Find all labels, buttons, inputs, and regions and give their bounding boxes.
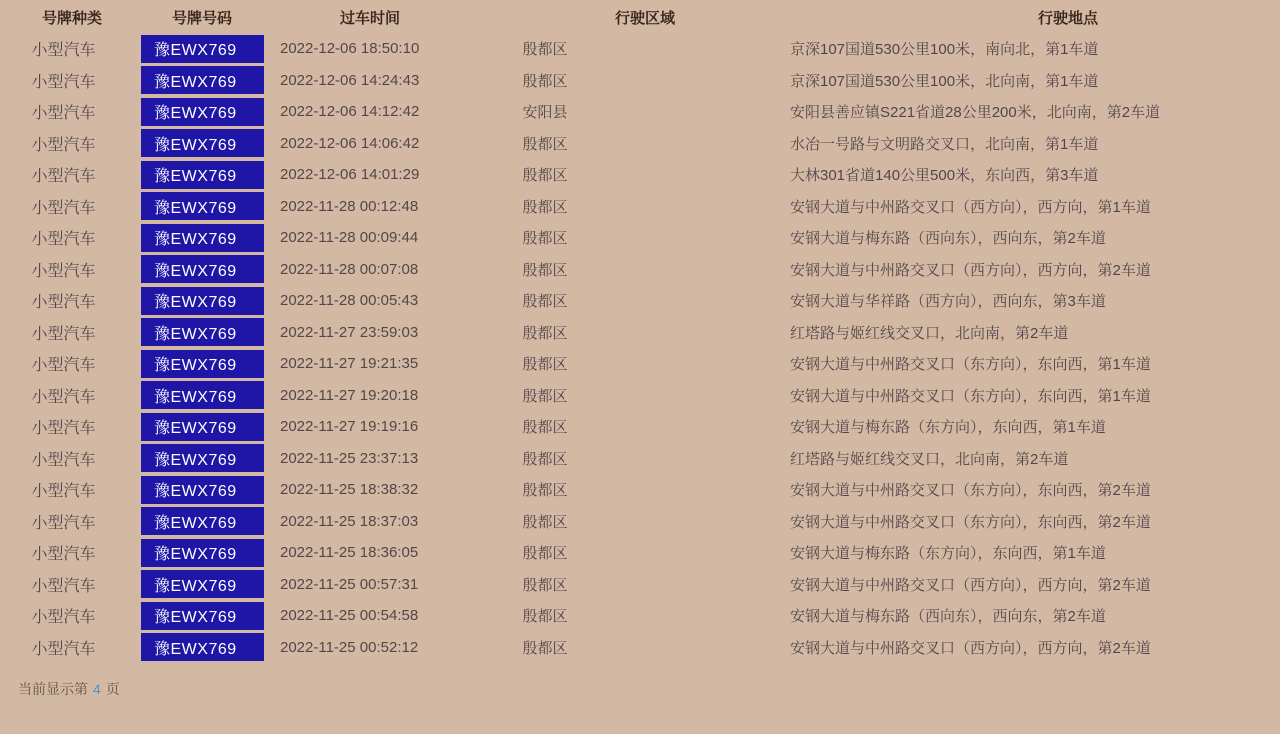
table-row: [0, 537, 1280, 569]
location-cell: 大林301省道140公里500米，东向西，第3车道: [790, 167, 1099, 185]
region-cell: 殷都区: [522, 324, 568, 342]
plate-number-badge[interactable]: 豫EWX769: [141, 287, 264, 315]
plate-number-badge[interactable]: 豫EWX769: [141, 507, 264, 535]
plate-number-badge[interactable]: 豫EWX769: [141, 224, 264, 252]
plate-number-badge[interactable]: 豫EWX769: [141, 539, 264, 567]
plate-number-badge[interactable]: 豫EWX769: [141, 350, 264, 378]
location-cell: 安钢大道与梅东路（东方向），东向西，第1车道: [790, 545, 1106, 563]
region-cell: 殷都区: [522, 482, 568, 500]
table-row: [0, 285, 1280, 317]
pass-time-cell: 2022-12-06 14:12:42: [280, 103, 420, 121]
plate-number-badge[interactable]: 豫EWX769: [141, 192, 264, 220]
plate-number-badge[interactable]: 豫EWX769: [141, 476, 264, 504]
pass-time-cell: 2022-11-27 19:19:16: [280, 418, 419, 436]
plate-number-badge[interactable]: 豫EWX769: [141, 35, 264, 63]
plate-type-cell: 小型汽车: [31, 105, 96, 123]
location-cell: 京深107国道530公里100米，南向北，第1车道: [790, 41, 1099, 59]
table-row: [0, 348, 1280, 380]
pass-time-cell: 2022-11-27 19:21:35: [280, 355, 419, 373]
region-cell: 殷都区: [522, 261, 568, 279]
region-cell: 殷都区: [522, 450, 568, 468]
pass-time-cell: 2022-11-28 00:05:43: [280, 292, 419, 310]
region-cell: 安阳县: [522, 104, 568, 122]
plate-type-cell: 小型汽车: [31, 514, 96, 532]
region-cell: 殷都区: [522, 419, 568, 437]
table-body: [0, 33, 1280, 663]
location-cell: 安钢大道与中州路交叉口（西方向），西方向，第2车道: [790, 576, 1151, 594]
plate-number-badge[interactable]: 豫EWX769: [141, 129, 264, 157]
table-row: [0, 191, 1280, 223]
region-cell: 殷都区: [522, 41, 568, 59]
pass-time-cell: 2022-11-25 18:36:05: [280, 544, 419, 562]
location-cell: 安钢大道与中州路交叉口（东方向），东向西，第2车道: [790, 513, 1151, 531]
plate-type-cell: 小型汽车: [31, 483, 96, 501]
region-cell: 殷都区: [522, 576, 568, 594]
location-cell: 安钢大道与中州路交叉口（东方向），东向西，第1车道: [790, 387, 1151, 405]
region-cell: 殷都区: [522, 167, 568, 185]
plate-number-badge[interactable]: 豫EWX769: [141, 633, 264, 661]
pass-time-cell: 2022-12-06 18:50:10: [280, 40, 420, 58]
plate-type-cell: 小型汽车: [31, 609, 96, 627]
table-row: [0, 380, 1280, 412]
plate-number-badge[interactable]: 豫EWX769: [141, 570, 264, 598]
plate-type-cell: 小型汽车: [31, 262, 96, 280]
header-plate-type: 号牌种类: [41, 10, 102, 27]
plate-type-cell: 小型汽车: [31, 136, 96, 154]
pass-time-cell: 2022-11-25 00:54:58: [280, 607, 419, 625]
location-cell: 安钢大道与中州路交叉口（东方向），东向西，第1车道: [790, 356, 1151, 374]
location-cell: 红塔路与姬红线交叉口，北向南，第2车道: [790, 324, 1069, 342]
region-cell: 殷都区: [522, 135, 568, 153]
pass-time-cell: 2022-11-25 23:37:13: [280, 449, 419, 467]
location-cell: 安钢大道与中州路交叉口（东方向），东向西，第2车道: [790, 482, 1151, 500]
pass-time-cell: 2022-12-06 14:01:29: [280, 166, 420, 184]
table-row: [0, 474, 1280, 506]
plate-number-badge[interactable]: 豫EWX769: [141, 602, 264, 630]
table-row: [0, 65, 1280, 97]
location-cell: 安钢大道与梅东路（西向东），西向东，第2车道: [790, 230, 1106, 248]
table-row: [0, 600, 1280, 632]
region-cell: 殷都区: [522, 293, 568, 311]
pass-time-cell: 2022-11-28 00:07:08: [280, 260, 419, 278]
pass-time-cell: 2022-11-25 00:57:31: [280, 575, 419, 593]
plate-type-cell: 小型汽车: [31, 357, 96, 375]
plate-number-badge[interactable]: 豫EWX769: [141, 318, 264, 346]
table-row: [0, 254, 1280, 286]
location-cell: 安钢大道与华祥路（西方向），西向东，第3车道: [790, 293, 1106, 311]
region-cell: 殷都区: [522, 545, 568, 563]
region-cell: 殷都区: [522, 608, 568, 626]
table-row: [0, 443, 1280, 475]
location-cell: 京深107国道530公里100米，北向南，第1车道: [790, 72, 1099, 90]
table-row: [0, 222, 1280, 254]
region-cell: 殷都区: [522, 72, 568, 90]
location-cell: 安钢大道与中州路交叉口（西方向），西方向，第2车道: [790, 261, 1151, 279]
header-driving-location: 行驶地点: [1037, 10, 1098, 27]
plate-number-badge[interactable]: 豫EWX769: [141, 444, 264, 472]
region-cell: 殷都区: [522, 230, 568, 248]
location-cell: 安钢大道与中州路交叉口（西方向），西方向，第1车道: [790, 198, 1151, 216]
location-cell: 安阳县善应镇S221省道28公里200米，北向南，第2车道: [790, 104, 1161, 122]
plate-type-cell: 小型汽车: [31, 325, 96, 343]
table-row: [0, 159, 1280, 191]
table-row: [0, 506, 1280, 538]
table-row: [0, 128, 1280, 160]
table-row: [0, 569, 1280, 601]
plate-number-badge[interactable]: 豫EWX769: [141, 161, 264, 189]
plate-type-cell: 小型汽车: [31, 168, 96, 186]
pass-time-cell: 2022-11-27 23:59:03: [280, 323, 419, 341]
plate-type-cell: 小型汽车: [31, 577, 96, 595]
region-cell: 殷都区: [522, 356, 568, 374]
plate-type-cell: 小型汽车: [31, 388, 96, 406]
current-page-number: 4: [93, 681, 101, 697]
pagination-suffix: 页: [105, 681, 120, 697]
plate-number-badge[interactable]: 豫EWX769: [141, 381, 264, 409]
table-row: [0, 317, 1280, 349]
plate-number-badge[interactable]: 豫EWX769: [141, 255, 264, 283]
plate-type-cell: 小型汽车: [31, 451, 96, 469]
pass-time-cell: 2022-11-28 00:12:48: [280, 197, 419, 215]
pass-time-cell: 2022-11-28 00:09:44: [280, 229, 419, 247]
plate-type-cell: 小型汽车: [31, 42, 96, 60]
pass-time-cell: 2022-11-25 18:38:32: [280, 481, 419, 499]
location-cell: 红塔路与姬红线交叉口，北向南，第2车道: [790, 450, 1069, 468]
table-row: [0, 33, 1280, 65]
pagination-prefix: 当前显示第: [18, 681, 88, 697]
plate-type-cell: 小型汽车: [31, 199, 96, 217]
plate-number-badge[interactable]: 豫EWX769: [141, 98, 264, 126]
plate-type-cell: 小型汽车: [31, 294, 96, 312]
plate-type-cell: 小型汽车: [31, 640, 96, 658]
location-cell: 安钢大道与梅东路（西向东），西向东，第2车道: [790, 608, 1106, 626]
table-row: [0, 411, 1280, 443]
table-row: [0, 96, 1280, 128]
region-cell: 殷都区: [522, 513, 568, 531]
location-cell: 水冶一号路与文明路交叉口，北向南，第1车道: [790, 135, 1099, 153]
plate-type-cell: 小型汽车: [31, 546, 96, 564]
header-plate-number: 号牌号码: [171, 10, 232, 27]
plate-type-cell: 小型汽车: [31, 231, 96, 249]
region-cell: 殷都区: [522, 387, 568, 405]
plate-type-cell: 小型汽车: [31, 420, 96, 438]
pass-time-cell: 2022-12-06 14:06:42: [280, 134, 420, 152]
table-row: [0, 632, 1280, 664]
table-header-row: [0, 0, 1280, 33]
pass-time-cell: 2022-11-27 19:20:18: [280, 386, 419, 404]
pass-time-cell: 2022-11-25 00:52:12: [280, 638, 419, 656]
region-cell: 殷都区: [522, 198, 568, 216]
pagination: [18, 679, 1280, 699]
header-pass-time: 过车时间: [339, 10, 400, 27]
header-driving-region: 行驶区域: [614, 10, 675, 27]
plate-number-badge[interactable]: 豫EWX769: [141, 413, 264, 441]
location-cell: 安钢大道与梅东路（东方向），东向西，第1车道: [790, 419, 1106, 437]
pass-time-cell: 2022-12-06 14:24:43: [280, 71, 420, 89]
plate-number-badge[interactable]: 豫EWX769: [141, 66, 264, 94]
plate-type-cell: 小型汽车: [31, 73, 96, 91]
region-cell: 殷都区: [522, 639, 568, 657]
pass-time-cell: 2022-11-25 18:37:03: [280, 512, 419, 530]
location-cell: 安钢大道与中州路交叉口（西方向），西方向，第2车道: [790, 639, 1151, 657]
